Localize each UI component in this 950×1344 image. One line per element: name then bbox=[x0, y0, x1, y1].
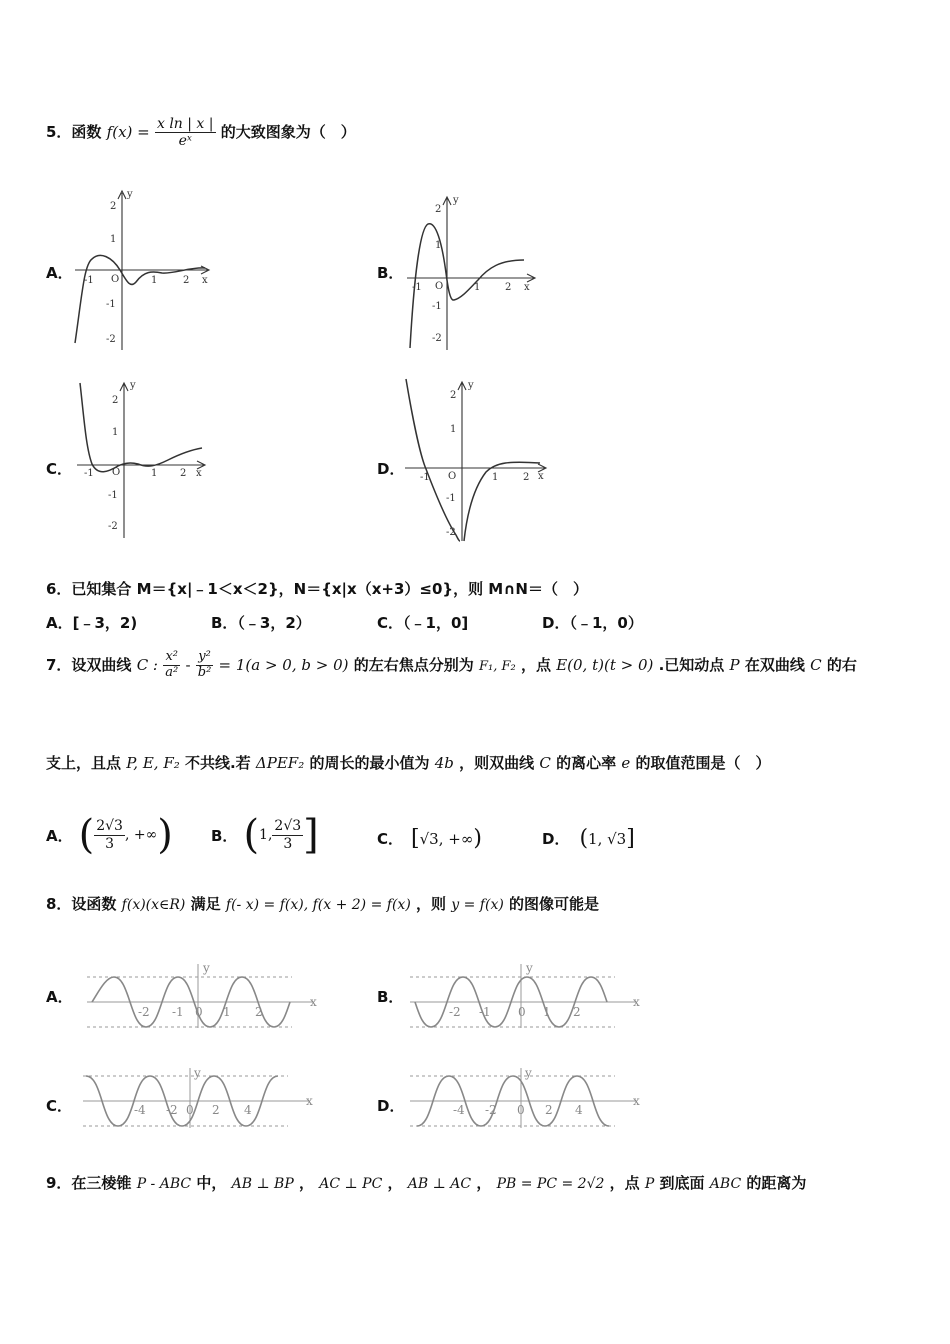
q7-fraction-y bbox=[196, 650, 214, 681]
q7-option-b bbox=[211, 812, 319, 858]
tick: -1 bbox=[106, 299, 116, 310]
q7-line2-a: 支上，且点 bbox=[46, 754, 122, 772]
q7-line2-e: 的离心率 bbox=[556, 754, 617, 772]
tick: -1 bbox=[412, 282, 422, 293]
q7-a2: a² bbox=[165, 664, 179, 680]
tick: -1 bbox=[84, 275, 94, 286]
q7-text-1: 的左右焦点分别为 bbox=[353, 655, 474, 674]
q8-y: y = f(x) bbox=[451, 897, 504, 913]
q8-option-b-label: B． bbox=[377, 988, 404, 1006]
q5-option-b-label: B． bbox=[377, 264, 404, 282]
tick: 2 bbox=[573, 1005, 581, 1019]
question-8 bbox=[46, 893, 599, 914]
x-label: x bbox=[524, 282, 530, 293]
q7-option-b-head: 1, bbox=[259, 827, 273, 843]
tick: 0 bbox=[186, 1103, 194, 1117]
q7-p: P bbox=[729, 655, 740, 674]
tick: -2 bbox=[449, 1005, 461, 1019]
right-bracket: ] bbox=[303, 812, 319, 858]
tick: 1 bbox=[151, 275, 158, 286]
left-paren: ( bbox=[243, 812, 260, 858]
q5-fraction bbox=[155, 116, 216, 149]
q7-line2-c: 的周长的最小值为 bbox=[309, 754, 430, 772]
tick: -1 bbox=[84, 468, 94, 479]
question-6-stem: 6．已知集合 M＝{x|﹣1＜x＜2}，N＝{x|x（x+3）≤0}，则 M∩N＝（ ） bbox=[46, 580, 588, 598]
q7-c: C bbox=[810, 655, 822, 674]
q5-number: 5．函数 bbox=[46, 123, 102, 142]
q7-e: e bbox=[621, 754, 631, 772]
tick: 1 bbox=[223, 1005, 231, 1019]
y-label: y bbox=[127, 189, 133, 200]
y-label: y bbox=[130, 380, 136, 391]
tick: -2 bbox=[138, 1005, 150, 1019]
question-5 bbox=[46, 116, 356, 149]
q7-point-e: E(0, t)(t > 0) bbox=[556, 655, 654, 674]
q9-text-2: ，点 bbox=[609, 1174, 640, 1192]
y-label: y bbox=[468, 380, 474, 391]
tick: 1 bbox=[492, 472, 499, 483]
q7-fraction-x bbox=[163, 650, 180, 681]
y-label: y bbox=[194, 1068, 201, 1080]
tick: 2 bbox=[450, 390, 457, 401]
q7-option-b-num: 2√3 bbox=[274, 818, 302, 835]
q7-c-lhs: C : bbox=[136, 655, 158, 674]
q8-option-c-label: C． bbox=[46, 1097, 73, 1115]
q7-option-d-letter: D． bbox=[542, 830, 570, 848]
q9-abc: ABC bbox=[709, 1176, 742, 1192]
left-bracket: [ bbox=[411, 826, 420, 851]
y-label: y bbox=[453, 195, 459, 206]
x-label: x bbox=[538, 471, 544, 482]
question-7-line-1 bbox=[46, 650, 857, 681]
tick: 1 bbox=[110, 234, 117, 245]
origin-label: O bbox=[448, 471, 457, 482]
tick: -4 bbox=[453, 1103, 465, 1117]
x-label: x bbox=[306, 1094, 313, 1108]
q5-graph-b bbox=[402, 188, 542, 353]
q5-fraction-den: eˣ bbox=[178, 133, 192, 150]
tick: 0 bbox=[517, 1103, 525, 1117]
q9-text-4: 的距离为 bbox=[746, 1174, 807, 1192]
q8-option-d-label: D． bbox=[377, 1097, 405, 1115]
q7-triangle: ΔPEF₂ bbox=[255, 754, 305, 772]
tick: -2 bbox=[432, 333, 442, 344]
q8-graph-c bbox=[78, 1068, 318, 1138]
q9-sep-2: ， bbox=[387, 1174, 403, 1192]
tick: -1 bbox=[432, 301, 442, 312]
q7-line2-f: 的取值范围是（ ） bbox=[635, 754, 771, 772]
q7-option-c bbox=[377, 826, 482, 851]
tick: -2 bbox=[106, 334, 116, 345]
q9-number: 9．在三棱锥 bbox=[46, 1174, 132, 1192]
q9-pabc: P - ABC bbox=[136, 1176, 192, 1192]
tick: -2 bbox=[446, 527, 456, 538]
q7-option-a-letter: A． bbox=[46, 826, 73, 845]
q8-number: 8．设函数 bbox=[46, 895, 117, 913]
tick: 0 bbox=[518, 1005, 526, 1019]
q5-option-c-label: C． bbox=[46, 460, 73, 478]
q7-option-b-fraction bbox=[272, 818, 303, 851]
tick: 1 bbox=[151, 468, 158, 479]
x-label: x bbox=[633, 995, 640, 1009]
tick: 1 bbox=[474, 282, 481, 293]
origin-label: O bbox=[112, 467, 121, 478]
tick: 2 bbox=[523, 472, 530, 483]
left-paren: ( bbox=[579, 826, 589, 851]
tick: 0 bbox=[195, 1005, 203, 1019]
x-label: x bbox=[196, 468, 202, 479]
q7-option-a-tail: , +∞ bbox=[124, 827, 158, 843]
q5-tail: 的大致图象为（ ） bbox=[220, 123, 356, 142]
origin-label: O bbox=[435, 281, 444, 292]
q9-p: P bbox=[644, 1176, 655, 1192]
q7-option-a-fraction bbox=[94, 818, 125, 851]
left-paren: ( bbox=[78, 812, 95, 858]
tick: 4 bbox=[575, 1103, 583, 1117]
q7-number: 7．设双曲线 bbox=[46, 655, 132, 674]
x-label: x bbox=[202, 275, 208, 286]
q7-y2: y² bbox=[196, 650, 214, 666]
curve bbox=[80, 383, 202, 472]
q9-sep-3: ， bbox=[476, 1174, 492, 1192]
q5-graph-a bbox=[70, 185, 215, 355]
q6-option-c: C．（﹣1，0] bbox=[377, 614, 469, 632]
tick: -1 bbox=[172, 1005, 184, 1019]
q8-text-2: ，则 bbox=[416, 895, 447, 913]
curve-left bbox=[406, 379, 460, 541]
tick: 2 bbox=[180, 468, 187, 479]
tick: -2 bbox=[166, 1103, 178, 1117]
right-paren: ) bbox=[473, 826, 482, 851]
tick: -1 bbox=[108, 490, 118, 501]
q7-4b: 4b bbox=[434, 754, 454, 772]
q9-cond-1: AB ⊥ BP bbox=[231, 1176, 294, 1192]
q7-option-a-den: 3 bbox=[105, 835, 115, 852]
tick: -4 bbox=[134, 1103, 146, 1117]
q8-condition: f(- x) = f(x), f(x + 2) = f(x) bbox=[225, 897, 411, 913]
q7-option-a-num: 2√3 bbox=[96, 818, 123, 835]
q9-text-1: 中， bbox=[196, 1174, 227, 1192]
q7-line2-d: ，则双曲线 bbox=[459, 754, 535, 772]
q7-option-a bbox=[46, 812, 173, 858]
right-bracket: ] bbox=[626, 826, 635, 851]
y-label: y bbox=[525, 1068, 532, 1080]
q5-option-a-label: A． bbox=[46, 264, 73, 282]
q6-option-d: D．（﹣1，0） bbox=[542, 614, 643, 632]
q8-graph-b bbox=[405, 960, 645, 1030]
origin-label: O bbox=[111, 274, 120, 285]
q7-text-5: 的右 bbox=[826, 655, 857, 674]
q7-option-b-den: 3 bbox=[283, 835, 293, 852]
tick: 2 bbox=[255, 1005, 263, 1019]
tick: 2 bbox=[435, 204, 442, 215]
tick: 1 bbox=[450, 424, 457, 435]
q7-c2: C bbox=[539, 754, 551, 772]
q6-option-b: B．（﹣3，2） bbox=[211, 614, 311, 632]
q5-graph-c bbox=[72, 378, 212, 543]
question-9 bbox=[46, 1172, 806, 1193]
q5-option-d-label: D． bbox=[377, 460, 405, 478]
curve bbox=[75, 255, 205, 343]
q9-text-3: 到底面 bbox=[659, 1174, 705, 1192]
q7-b2: b² bbox=[197, 664, 212, 680]
q9-cond-2: AC ⊥ PC bbox=[319, 1176, 383, 1192]
tick: 2 bbox=[212, 1103, 220, 1117]
q7-minus: - bbox=[185, 655, 191, 674]
tick: 2 bbox=[545, 1103, 553, 1117]
q8-graph-a bbox=[82, 960, 322, 1030]
right-paren: ) bbox=[157, 812, 173, 858]
q5-fraction-num: x ln | x | bbox=[156, 116, 214, 132]
tick: 2 bbox=[112, 395, 119, 406]
q7-text-4: 在双曲线 bbox=[744, 655, 805, 674]
q9-sep-1: ， bbox=[299, 1174, 315, 1192]
q7-foci: F₁, F₂ bbox=[478, 658, 516, 674]
q7-option-c-text: √3, +∞ bbox=[419, 829, 474, 848]
x-label: x bbox=[310, 995, 317, 1009]
q9-cond-4: PB = PC = 2√2 bbox=[496, 1176, 605, 1192]
q8-option-a-label: A． bbox=[46, 988, 73, 1006]
q7-text-2: ，点 bbox=[520, 655, 551, 674]
tick: -1 bbox=[479, 1005, 491, 1019]
q7-option-b-letter: B． bbox=[211, 826, 238, 845]
tick: 2 bbox=[110, 201, 117, 212]
y-label: y bbox=[526, 961, 533, 975]
q7-condition: = 1(a > 0, b > 0) bbox=[218, 655, 349, 674]
tick: 1 bbox=[543, 1005, 551, 1019]
tick: 2 bbox=[183, 275, 190, 286]
q7-pef: P, E, F₂ bbox=[126, 754, 180, 772]
tick: 1 bbox=[435, 240, 442, 251]
q7-option-c-letter: C． bbox=[377, 830, 404, 848]
tick: -1 bbox=[446, 493, 456, 504]
tick: 4 bbox=[244, 1103, 252, 1117]
question-7-line-2 bbox=[46, 752, 770, 773]
q7-option-d-text: 1, √3 bbox=[588, 829, 627, 848]
q7-x2: x² bbox=[163, 650, 180, 666]
q7-line2-b: 不共线.若 bbox=[184, 754, 251, 772]
q5-function-lhs: f(x) = bbox=[106, 123, 150, 142]
tick: 1 bbox=[112, 427, 119, 438]
tick: -2 bbox=[485, 1103, 497, 1117]
q8-graph-d bbox=[405, 1068, 645, 1138]
q7-option-d bbox=[542, 826, 635, 851]
tick: -1 bbox=[420, 472, 430, 483]
q6-option-a: A．[﹣3，2) bbox=[46, 614, 138, 632]
q8-text-1: 满足 bbox=[190, 895, 221, 913]
tick: 2 bbox=[505, 282, 512, 293]
q7-text-3: .已知动点 bbox=[658, 655, 725, 674]
q9-cond-3: AB ⊥ AC bbox=[407, 1176, 472, 1192]
x-label: x bbox=[633, 1094, 640, 1108]
q8-function: f(x)(x∈R) bbox=[121, 897, 186, 913]
q8-text-3: 的图像可能是 bbox=[509, 895, 600, 913]
tick: -2 bbox=[108, 521, 118, 532]
y-label: y bbox=[203, 961, 210, 975]
q5-graph-d bbox=[400, 375, 550, 545]
